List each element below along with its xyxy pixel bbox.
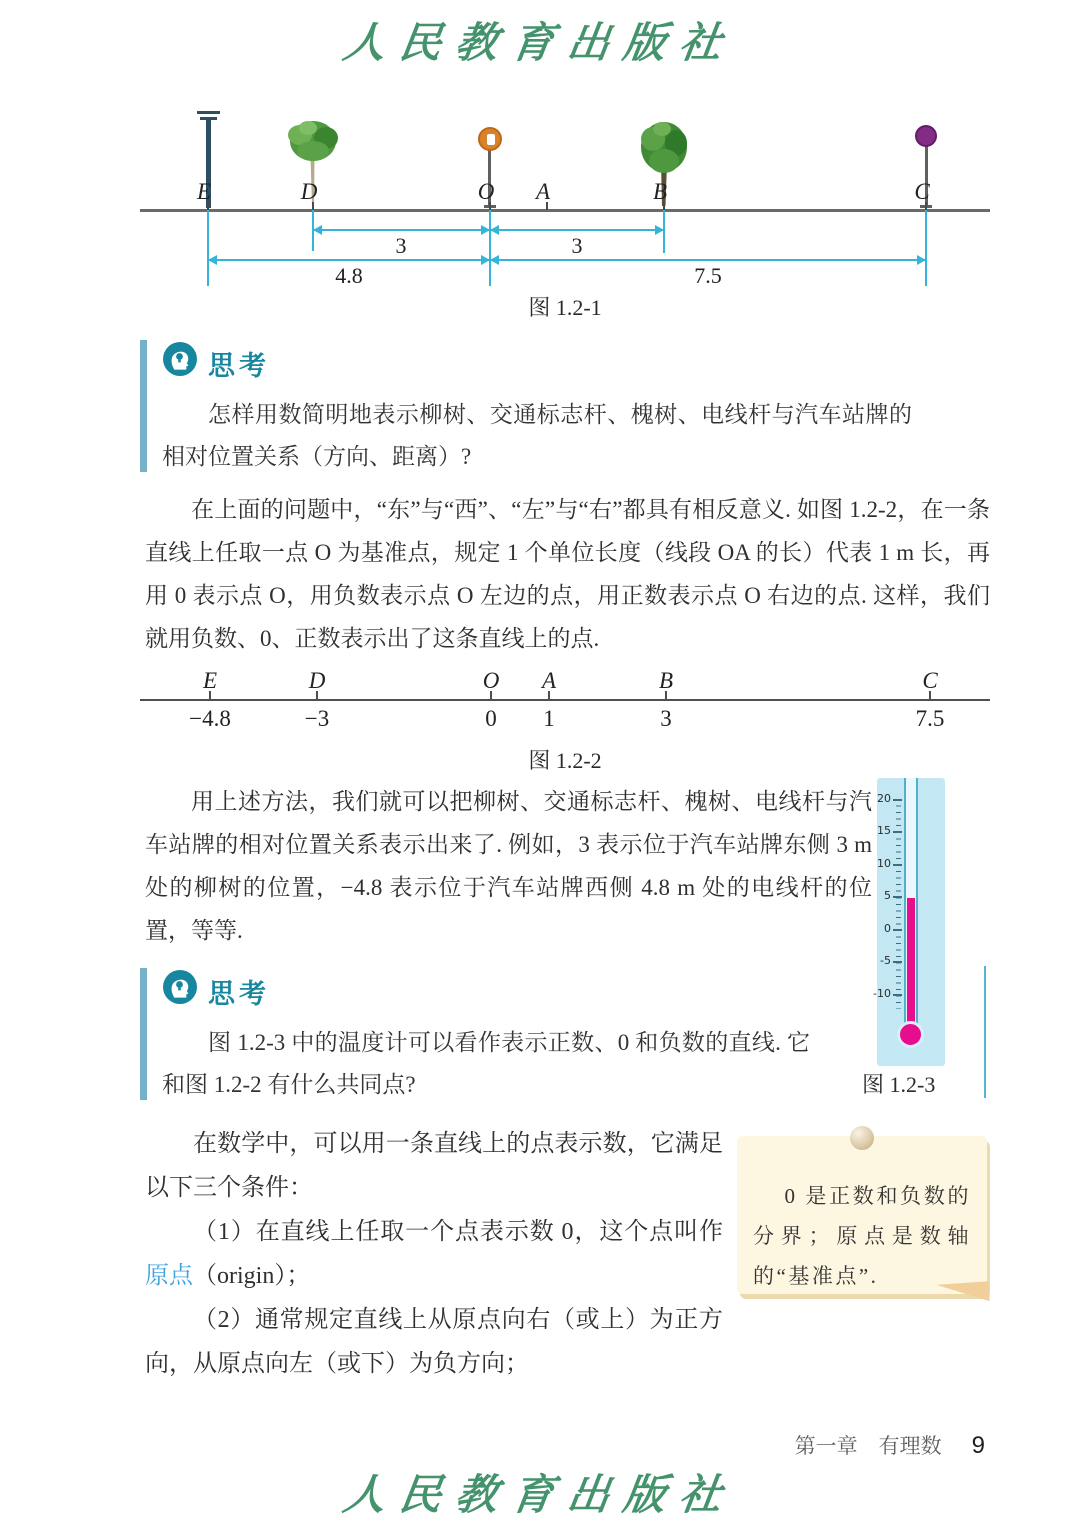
pole-crossarm	[197, 111, 220, 114]
nl-point-label: B	[658, 668, 674, 693]
body-paragraph-2: 用上述方法，我们就可以把柳树、交通标志杆、槐树、电线杆与汽车站牌的相对位置关系表示出来了. 例如，3 表示位于汽车站牌东侧 3 m 处的柳树的位置，−4.8 表示位于汽车站牌西侧 4.8 m 处的电线杆的位置，等等.	[145, 789, 872, 943]
condition-1-text: （1）在直线上任取一个点表示数 0，这个点叫作	[193, 1219, 723, 1245]
chapter-title: 第一章 有理数	[794, 1435, 942, 1458]
mercury-column	[907, 898, 915, 1034]
guide-line	[489, 210, 491, 286]
thermometer-scale-label: -10	[873, 987, 891, 1000]
guide-line	[925, 210, 927, 286]
note-text: 0 是正数和负数的分界；原点是数轴的“基准点”.	[753, 1184, 971, 1288]
accent-bar	[140, 968, 147, 1100]
road-line	[140, 209, 990, 212]
lightbulb-head-icon	[162, 969, 198, 1005]
nl-point-value: −3	[304, 706, 330, 731]
thermometer-tick	[893, 896, 902, 898]
think-question: 怎样用数简明地表示柳树、交通标志杆、槐树、电线杆与汽车站牌的相对位置关系（方向、距离）?	[162, 402, 912, 469]
nl-point-label: A	[541, 668, 557, 693]
nl-point-label: E	[202, 668, 218, 693]
accent-bar	[140, 340, 147, 472]
thermometer-scale-label: 5	[884, 889, 891, 902]
nl-point-value: 3	[660, 706, 672, 731]
page-number: 9	[971, 1432, 985, 1459]
dimension-arrow-o-c	[490, 259, 926, 261]
point-label-b: B	[652, 179, 668, 204]
distance-label: 3	[571, 233, 583, 258]
thermometer-scale-label: 10	[877, 857, 891, 870]
sticky-note	[737, 1136, 987, 1294]
body-paragraph-1: 在上面的问题中，“东”与“西”、“左”与“右”都具有相反意义. 如图 1.2-2，在一条直线上任取一点 O 为基准点，规定 1 个单位长度（线段 OA 的长）代表 1 m 长，再用 0 表示点 O，用负数表示点 O 左边的点，用正数表示点 O 右边的点. 这样，我们就用负数、0、正数表示出了这条直线上的点.	[145, 497, 990, 651]
nl-point-label: C	[922, 668, 938, 693]
think-title: 思考	[208, 351, 270, 381]
nl-point-value: 0	[485, 706, 497, 731]
note-folded-corner	[936, 1281, 989, 1305]
thermometer-tick	[893, 831, 902, 833]
sign-disc	[478, 127, 502, 151]
point-label-e: E	[196, 179, 212, 204]
number-line	[140, 699, 990, 701]
think-box-2	[140, 964, 880, 1106]
figure-1-caption: 图 1.2-1	[528, 295, 602, 320]
distance-label: 7.5	[694, 263, 722, 288]
thermometer-scale-label: 0	[884, 922, 891, 935]
distance-label: 3	[395, 233, 407, 258]
street-scene-figure	[140, 103, 990, 321]
nl-point-value: −4.8	[189, 706, 231, 731]
think-question: 图 1.2-3 中的温度计可以看作表示正数、0 和负数的直线. 它和图 1.2-2 有什么共同点?	[162, 1030, 810, 1097]
thermometer-tick	[893, 799, 902, 801]
publisher-logotype-bottom: 人民教育出版社	[340, 1473, 739, 1519]
condition-1	[145, 1210, 723, 1298]
nl-point-label: D	[308, 668, 326, 693]
lightbulb-head-icon	[162, 341, 198, 377]
thermometer-figure	[873, 778, 945, 1066]
thermometer-tick	[893, 929, 902, 931]
conditions-intro: 在数学中，可以用一条直线上的点表示数，它满足以下三个条件：	[145, 1131, 723, 1201]
dimension-arrow-o-b	[490, 229, 664, 231]
think-box-1	[140, 336, 985, 478]
mercury-bulb	[897, 1021, 924, 1048]
number-line-figure	[140, 668, 990, 780]
condition-2: （2）通常规定直线上从原点向右（或上）为正方向，从原点向左（或下）为负方向；	[145, 1307, 723, 1377]
condition-1-tail: （origin）；	[193, 1263, 311, 1289]
dimension-arrow-e-o	[208, 259, 490, 261]
point-label-a: A	[535, 179, 551, 204]
sign-disc	[915, 125, 937, 147]
thermometer-tick	[893, 994, 902, 996]
nl-point-label: O	[482, 668, 500, 693]
distance-label: 4.8	[335, 263, 363, 288]
guide-line	[207, 210, 209, 286]
sign-glyph	[487, 134, 495, 145]
publisher-logotype-top: 人民教育出版社	[340, 21, 739, 67]
dimension-arrow-d-o	[313, 229, 490, 231]
term-origin: 原点	[145, 1263, 193, 1289]
figure-3-caption: 图 1.2-3	[862, 1072, 936, 1097]
nl-point-value: 1	[543, 706, 555, 731]
think-title: 思考	[208, 979, 270, 1009]
thermometer-scale-label: -5	[880, 954, 891, 967]
thermometer-scale-label: 15	[877, 824, 891, 837]
point-label-d: D	[300, 179, 318, 204]
figure-2-caption: 图 1.2-2	[528, 748, 602, 773]
page-footer	[795, 1430, 985, 1460]
thermometer-scale-label: 20	[877, 792, 891, 805]
thermometer-tick	[893, 864, 902, 866]
point-label-c: C	[914, 179, 930, 204]
margin-rule	[984, 966, 986, 1098]
thermometer-tick	[893, 961, 902, 963]
number-axis-conditions	[145, 1122, 723, 1386]
nl-point-value: 7.5	[915, 706, 945, 731]
pearl-pin-icon	[850, 1126, 874, 1150]
point-label-o: O	[477, 179, 495, 204]
